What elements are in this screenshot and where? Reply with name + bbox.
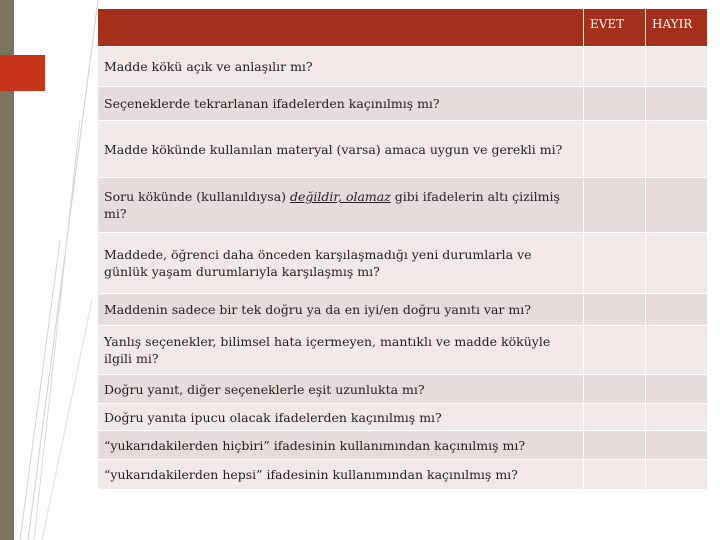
yes-answer-cell[interactable]: [584, 121, 646, 178]
yes-answer-cell[interactable]: [584, 87, 646, 121]
no-answer-cell[interactable]: [646, 326, 708, 375]
question-cell: [98, 121, 584, 178]
no-answer-cell[interactable]: [646, 87, 708, 121]
yes-answer-cell[interactable]: [584, 294, 646, 326]
no-answer-cell[interactable]: [646, 404, 708, 431]
question-text: “yukarıdakilerden hepsi” ifadesinin kullanımından kaçınılmış mı?: [104, 467, 518, 482]
table-row: [98, 178, 708, 233]
header-yes: EVET: [584, 9, 646, 47]
question-cell: [98, 47, 584, 87]
no-answer-cell[interactable]: [646, 294, 708, 326]
yes-answer-cell[interactable]: [584, 431, 646, 460]
question-cell: [98, 87, 584, 121]
question-cell: [98, 375, 584, 404]
question-text: Madde kökünde kullanılan materyal (varsa) amaca uygun ve gerekli mi?: [104, 141, 563, 157]
question-cell: [98, 326, 584, 375]
question-text: Madde kökü açık ve anlaşılır mı?: [104, 59, 313, 74]
question-text: Doğru yanıt, diğer seçeneklerle eşit uzunlukta mı?: [104, 381, 425, 397]
header-row: [98, 9, 708, 47]
no-answer-cell[interactable]: [646, 460, 708, 490]
question-text-end: gibi ifadelerin altı çizilmiş mi?: [104, 189, 560, 221]
table-row: [98, 233, 708, 294]
yes-answer-cell[interactable]: [584, 178, 646, 233]
table-row: [98, 404, 708, 431]
table-row: [98, 47, 708, 87]
no-answer-cell[interactable]: [646, 375, 708, 404]
question-text: Seçeneklerde tekrarlanan ifadelerden kaçınılmış mı?: [104, 96, 440, 111]
table-row: [98, 326, 708, 375]
question-cell: [98, 294, 584, 326]
table-row: [98, 460, 708, 490]
question-cell: [98, 431, 584, 460]
question-cell: [98, 460, 584, 490]
question-cell: [98, 178, 584, 233]
yes-answer-cell[interactable]: [584, 460, 646, 490]
question-text: Soru kökünde (kullanıldıysa): [104, 189, 291, 204]
table-row: [98, 121, 708, 178]
question-text: Yanlış seçenekler, bilimsel hata içermeyen, mantıklı ve madde köküyle ilgili mi?: [104, 334, 551, 366]
no-answer-cell[interactable]: [646, 431, 708, 460]
table-row: [98, 375, 708, 404]
yes-answer-cell[interactable]: [584, 47, 646, 87]
no-answer-cell[interactable]: [646, 178, 708, 233]
decorative-lines: [0, 0, 100, 540]
no-answer-cell[interactable]: [646, 47, 708, 87]
header-no: HAYIR: [646, 9, 708, 47]
question-emphasis: değildir, olamaz: [290, 189, 391, 204]
table-row: [98, 431, 708, 460]
checklist-table: [97, 8, 708, 490]
yes-answer-cell[interactable]: [584, 233, 646, 294]
no-answer-cell[interactable]: [646, 121, 708, 178]
question-text: Maddede, öğrenci daha önceden karşılaşmadığı yeni durumlarla ve günlük yaşam durumlarıyla karşılaşmış mı?: [104, 247, 532, 279]
yes-answer-cell[interactable]: [584, 375, 646, 404]
question-cell: [98, 404, 584, 431]
question-cell: [98, 233, 584, 294]
question-text: Maddenin sadece bir tek doğru ya da en iyi/en doğru yanıtı var mı?: [104, 302, 531, 317]
question-text: Doğru yanıta ipucu olacak ifadelerden kaçınılmış mı?: [104, 409, 442, 425]
table-row: [98, 87, 708, 121]
header-question: [98, 9, 584, 47]
table-row: [98, 294, 708, 326]
yes-answer-cell[interactable]: [584, 404, 646, 431]
question-text: “yukarıdakilerden hiçbiri” ifadesinin kullanımından kaçınılmış mı?: [104, 437, 526, 453]
yes-answer-cell[interactable]: [584, 326, 646, 375]
no-answer-cell[interactable]: [646, 233, 708, 294]
